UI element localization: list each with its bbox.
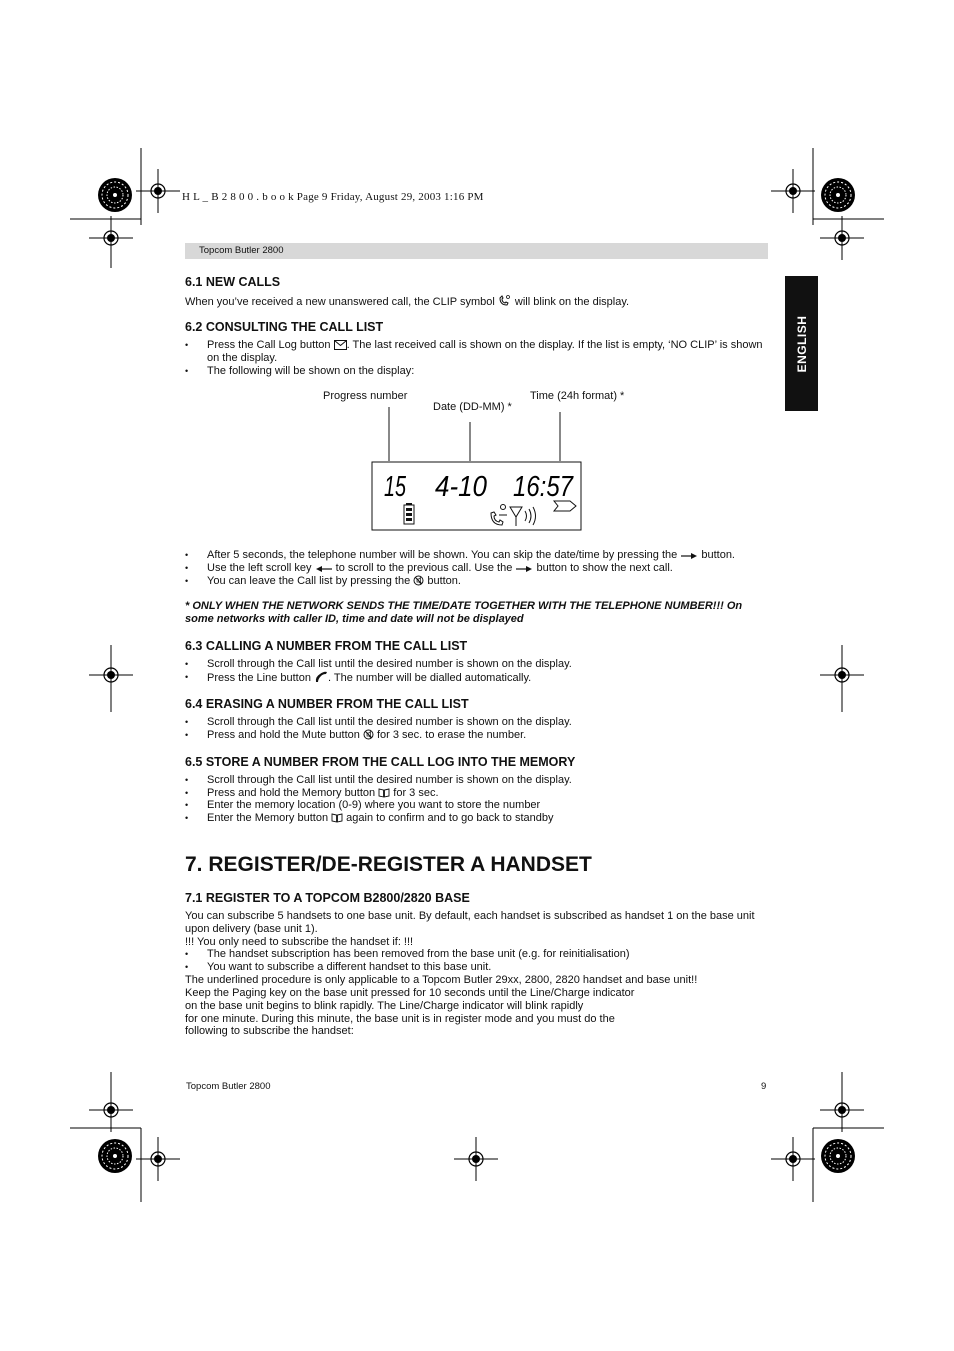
memory-book-icon	[378, 788, 390, 798]
section-6-1-text: When you’ve received a new unanswered call, the CLIP symbol will blink on the display.	[185, 296, 630, 308]
section-6-2-heading: 6.2 CONSULTING THE CALL LIST	[185, 320, 384, 334]
chapter-7-heading: 7. REGISTER/DE-REGISTER A HANDSET	[185, 853, 592, 876]
lcd-progress: 15	[384, 471, 407, 503]
paragraph: following to subscribe the handset:	[185, 1025, 354, 1037]
paragraph: Keep the Paging key on the base unit pressed for 10 seconds until the Line/Charge indicator	[185, 987, 635, 999]
section-6-5-heading: 6.5 STORE A NUMBER FROM THE CALL LOG INTO THE MEMORY	[185, 755, 576, 769]
paragraph: on the base unit begins to blink rapidly. The Line/Charge indicator will blink rapidly	[185, 1000, 584, 1012]
paragraph: !!! You only need to subscribe the handset if: !!!	[185, 936, 414, 948]
label-date: Date (DD-MM) *	[433, 401, 512, 413]
lcd-date: 4-10	[435, 471, 487, 503]
book-file-line: H L _ B 2 8 0 0 . b o o k Page 9 Friday, August 29, 2003 1:16 PM	[182, 191, 484, 203]
page-number: 9	[761, 1081, 767, 1092]
mute-icon	[413, 575, 424, 586]
language-tab	[785, 276, 818, 411]
running-header-title: Topcom Butler 2800	[199, 245, 284, 256]
label-time: Time (24h format) *	[530, 390, 625, 402]
right-arrow-icon	[515, 565, 533, 573]
language-tab-label: ENGLISH	[794, 315, 809, 372]
clip-icon	[498, 294, 512, 307]
section-6-1-heading: 6.1 NEW CALLS	[185, 275, 281, 289]
right-arrow-icon	[680, 552, 698, 560]
running-header	[185, 243, 768, 259]
section-6-3-heading: 6.3 CALLING A NUMBER FROM THE CALL LIST	[185, 639, 468, 653]
section-6-4-heading: 6.4 ERASING A NUMBER FROM THE CALL LIST	[185, 697, 469, 711]
footer-title: Topcom Butler 2800	[186, 1081, 271, 1092]
left-arrow-icon	[315, 565, 333, 573]
envelope-icon	[334, 340, 347, 350]
paragraph: The underlined procedure is only applicable to a Topcom Butler 29xx, 2800, 2820 handset and base unit!!	[185, 974, 698, 986]
memory-book-icon	[331, 813, 343, 823]
network-note: * ONLY WHEN THE NETWORK SENDS THE TIME/DATE TOGETHER WITH THE TELEPHONE NUMBER!!! On some networks with caller ID, time and date will not be displayed	[185, 600, 743, 625]
lcd-diagram	[360, 405, 590, 535]
lcd-time: 16:57	[513, 471, 575, 503]
line-icon	[314, 671, 328, 683]
label-progress-number: Progress number	[323, 390, 408, 402]
section-7-1-heading: 7.1 REGISTER TO A TOPCOM B2800/2820 BASE	[185, 891, 470, 905]
mute-icon	[363, 729, 374, 740]
paragraph: You can subscribe 5 handsets to one base unit. By default, each handset is subscribed as handset 1 on the base unit upon delivery (base unit 1).	[185, 910, 755, 935]
paragraph: for one minute. During this minute, the base unit is in register mode and you must do the	[185, 1013, 615, 1025]
